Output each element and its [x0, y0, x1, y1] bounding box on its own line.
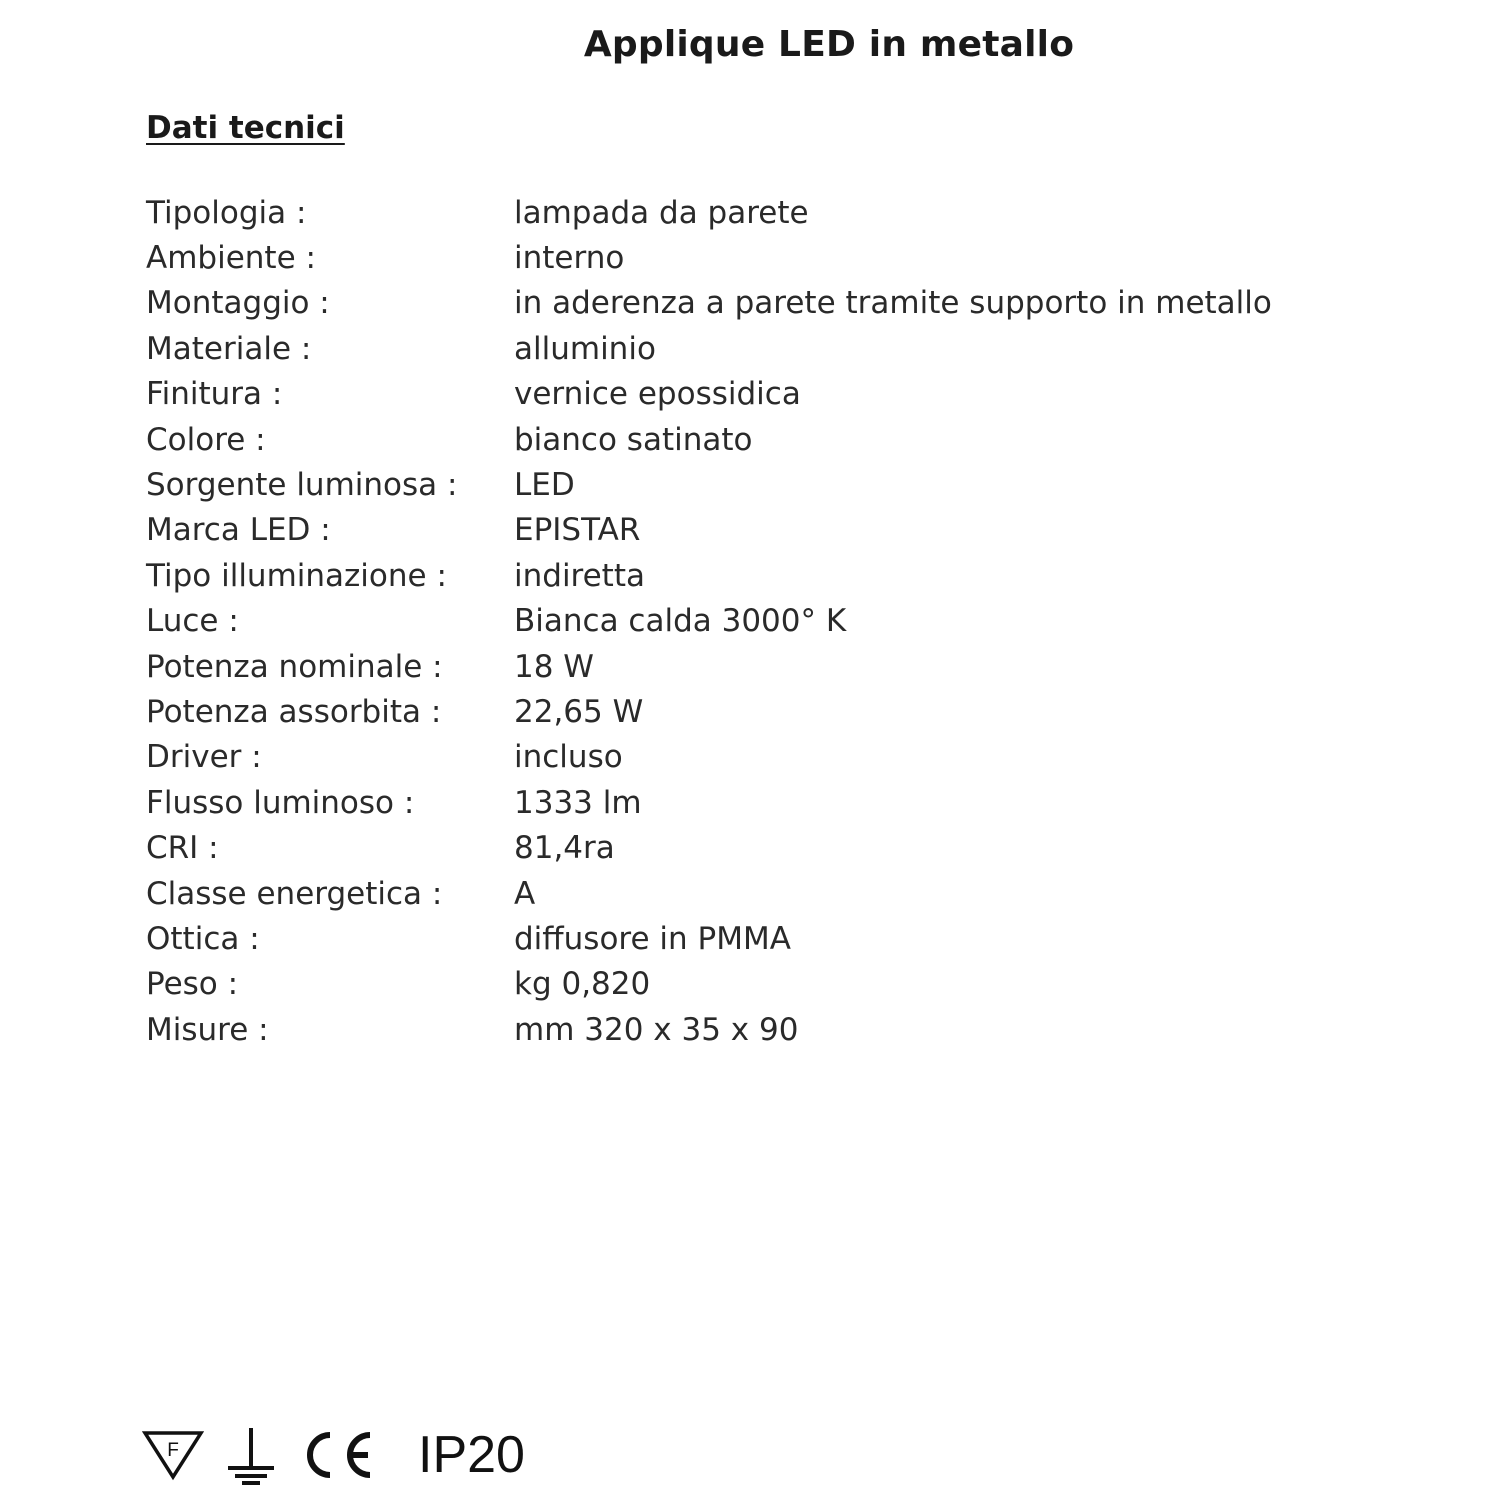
spec-row	[146, 326, 1272, 371]
spec-label: Driver :	[146, 739, 262, 776]
page-title: Applique LED in metallo	[583, 24, 1075, 65]
spec-label: Potenza assorbita :	[146, 693, 442, 730]
spec-row	[146, 871, 1272, 916]
spec-value: A	[514, 875, 536, 912]
spec-label: Potenza nominale :	[146, 648, 443, 685]
spec-row	[146, 190, 1272, 235]
spec-value: LED	[514, 467, 575, 504]
spec-row	[146, 553, 1272, 598]
spec-row	[146, 825, 1272, 870]
spec-label: Finitura :	[146, 376, 283, 413]
spec-value: mm 320 x 35 x 90	[514, 1011, 799, 1048]
spec-value: bianco satinato	[514, 421, 753, 458]
spec-table	[146, 190, 1272, 1052]
spec-row	[146, 1007, 1272, 1052]
spec-value: lampada da parete	[514, 194, 809, 231]
spec-value: diffusore in PMMA	[514, 920, 791, 957]
spec-label: Luce :	[146, 603, 239, 640]
spec-value: vernice epossidica	[514, 376, 801, 413]
spec-label: Flusso luminoso :	[146, 784, 415, 821]
spec-value: incluso	[514, 739, 623, 776]
spec-label: Sorgente luminosa :	[146, 467, 458, 504]
spec-row	[146, 644, 1272, 689]
spec-row	[146, 508, 1272, 553]
spec-row	[146, 372, 1272, 417]
spec-value: in aderenza a parete tramite supporto in metallo	[514, 285, 1272, 322]
spec-value: alluminio	[514, 330, 656, 367]
spec-label: Colore :	[146, 421, 266, 458]
spec-row	[146, 689, 1272, 734]
ip-rating: IP20	[418, 1426, 525, 1484]
spec-label: Peso :	[146, 966, 239, 1003]
spec-label: Ottica :	[146, 920, 260, 957]
spec-value: EPISTAR	[514, 512, 641, 549]
spec-label: CRI :	[146, 830, 219, 867]
spec-value: 22,65 W	[514, 693, 644, 730]
spec-row	[146, 462, 1272, 507]
spec-label: Ambiente :	[146, 240, 316, 277]
spec-value: kg 0,820	[514, 966, 651, 1003]
spec-value: indiretta	[514, 557, 645, 594]
spec-label: Tipo illuminazione :	[146, 557, 447, 594]
ce-mark-icon	[298, 1427, 374, 1483]
spec-row	[146, 962, 1272, 1007]
spec-label: Montaggio :	[146, 285, 330, 322]
spec-value: 1333 lm	[514, 784, 642, 821]
spec-row	[146, 235, 1272, 280]
spec-row	[146, 599, 1272, 644]
earth-ground-icon	[224, 1424, 278, 1486]
spec-row	[146, 735, 1272, 780]
spec-row	[146, 417, 1272, 462]
spec-value: 81,4ra	[514, 830, 615, 867]
spec-label: Misure :	[146, 1011, 269, 1048]
section-heading: Dati tecnici	[146, 110, 345, 146]
spec-label: Classe energetica :	[146, 875, 443, 912]
spec-label: Marca LED :	[146, 512, 331, 549]
spec-label: Materiale :	[146, 330, 312, 367]
certification-symbols	[142, 1420, 525, 1490]
spec-row	[146, 281, 1272, 326]
spec-row	[146, 780, 1272, 825]
spec-value: 18 W	[514, 648, 594, 685]
spec-value: Bianca calda 3000° K	[514, 603, 847, 640]
spec-value: interno	[514, 240, 625, 277]
spec-label: Tipologia :	[146, 194, 307, 231]
f-mark-letter: F	[167, 1440, 179, 1461]
spec-row	[146, 916, 1272, 961]
f-mark-triangle-icon	[142, 1429, 204, 1481]
